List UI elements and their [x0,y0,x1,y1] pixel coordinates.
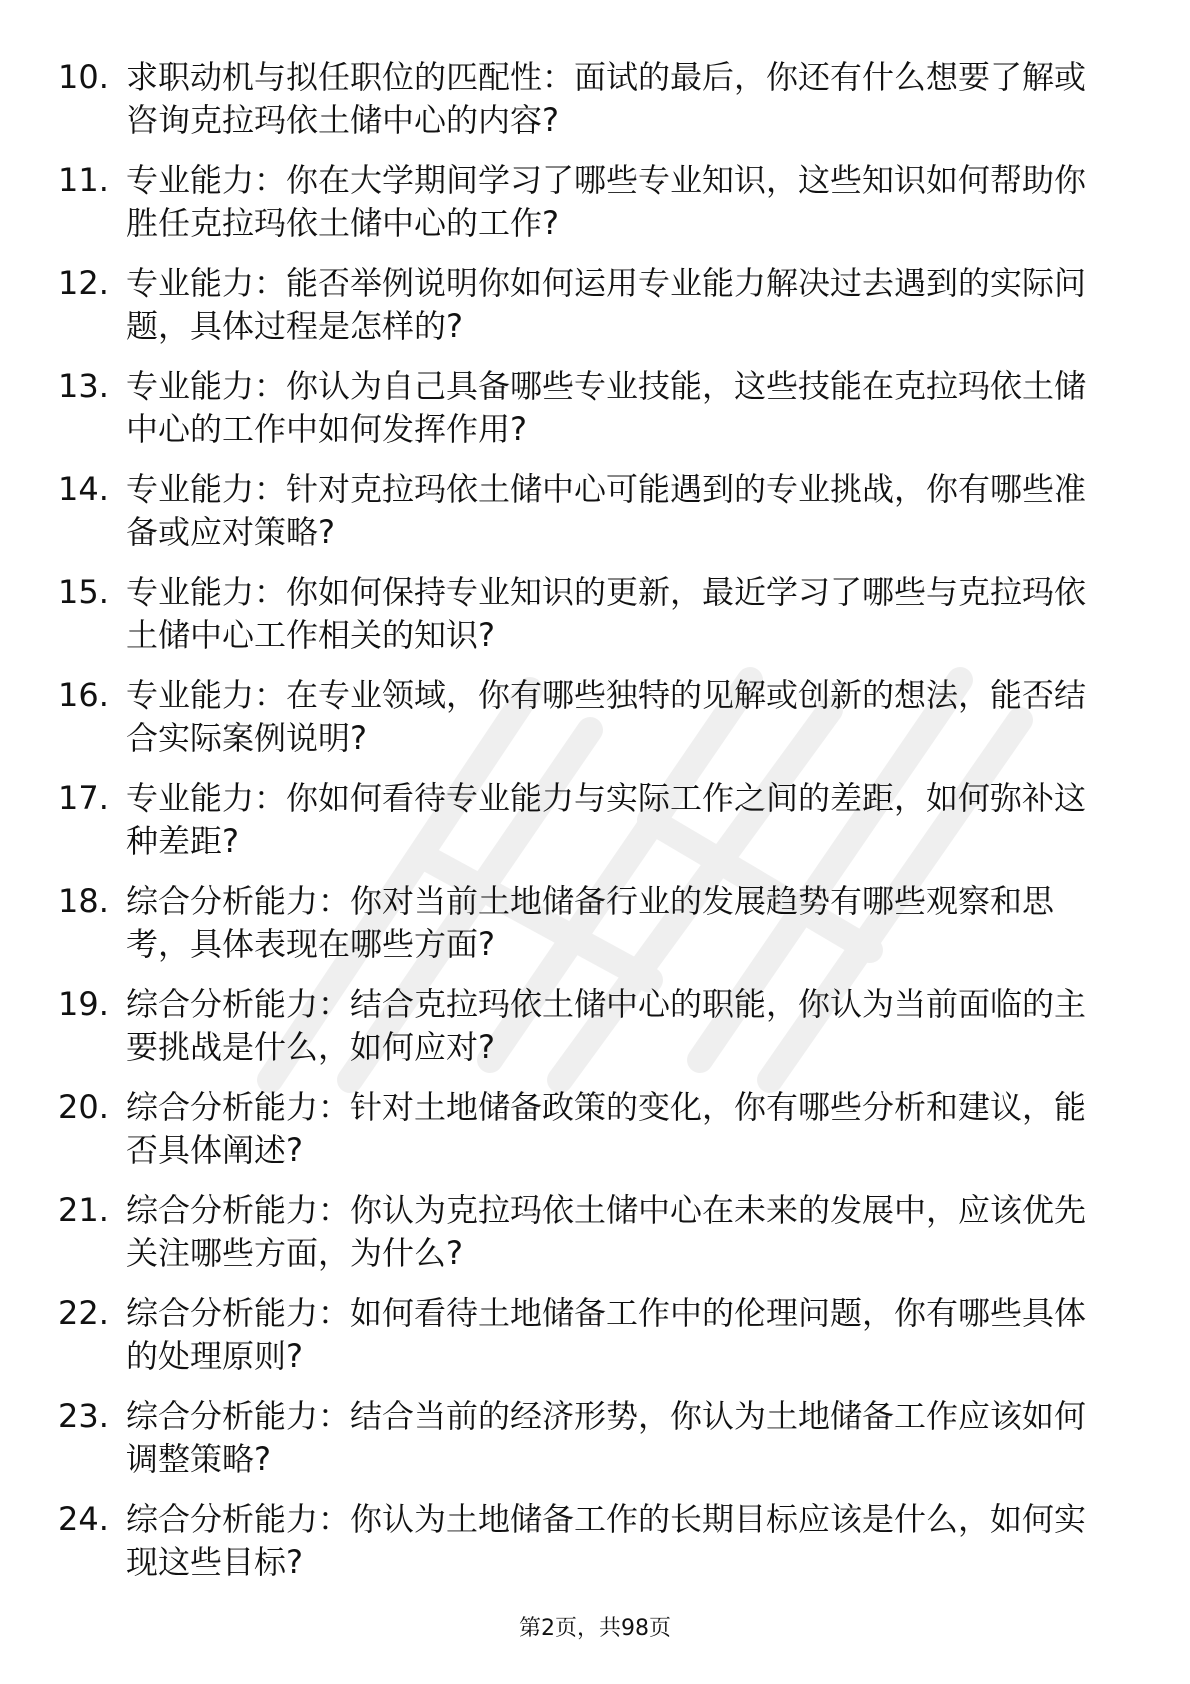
question-number: 12. [58,264,109,302]
list-item [58,983,1118,1086]
list-item [58,56,1118,159]
question-text: 综合分析能力：结合当前的经济形势，你认为土地储备工作应该如何调整策略? [126,1397,1087,1478]
question-text: 专业能力：你如何看待专业能力与实际工作之间的差距，如何弥补这种差距? [126,779,1087,860]
list-item [58,1189,1118,1292]
question-text: 综合分析能力：你对当前土地储备行业的发展趋势有哪些观察和思考，具体表现在哪些方面? [126,882,1055,963]
question-number: 19. [58,985,109,1023]
list-item [58,1292,1118,1395]
question-number: 21. [58,1191,109,1229]
question-number: 20. [58,1088,109,1126]
list-item [58,1395,1118,1498]
list-item [58,1086,1118,1189]
question-text: 综合分析能力：针对土地储备政策的变化，你有哪些分析和建议，能否具体阐述? [126,1088,1087,1169]
question-text: 专业能力：你在大学期间学习了哪些专业知识，这些知识如何帮助你胜任克拉玛依土储中心的工作? [126,161,1087,242]
question-number: 24. [58,1500,109,1538]
question-number: 10. [58,58,109,96]
question-text: 综合分析能力：你认为土地储备工作的长期目标应该是什么，如何实现这些目标? [126,1500,1087,1581]
question-text: 专业能力：你认为自己具备哪些专业技能，这些技能在克拉玛依土储中心的工作中如何发挥作用? [126,367,1087,448]
list-item [58,571,1118,674]
question-text: 求职动机与拟任职位的匹配性：面试的最后，你还有什么想要了解或咨询克拉玛依土储中心的内容? [126,58,1087,139]
question-number: 13. [58,367,109,405]
question-number: 15. [58,573,109,611]
question-number: 17. [58,779,109,817]
page-footer: 第2页，共98页 [519,1616,671,1641]
list-item [58,1498,1118,1601]
question-number: 22. [58,1294,109,1332]
list-item [58,674,1118,777]
list-item [58,159,1118,262]
list-item [58,262,1118,365]
question-text: 综合分析能力：如何看待土地储备工作中的伦理问题，你有哪些具体的处理原则? [126,1294,1087,1375]
question-text: 综合分析能力：你认为克拉玛依土储中心在未来的发展中，应该优先关注哪些方面，为什么? [126,1191,1087,1272]
question-number: 11. [58,161,109,199]
list-item [58,777,1118,880]
list-item [58,468,1118,571]
question-number: 16. [58,676,109,714]
list-item [58,880,1118,983]
question-text: 专业能力：能否举例说明你如何运用专业能力解决过去遇到的实际问题，具体过程是怎样的? [126,264,1087,345]
question-number: 18. [58,882,109,920]
question-text: 专业能力：你如何保持专业知识的更新，最近学习了哪些与克拉玛依土储中心工作相关的知识? [126,573,1087,654]
question-number: 14. [58,470,109,508]
question-number: 23. [58,1397,109,1435]
list-item [58,365,1118,468]
question-text: 专业能力：针对克拉玛依土储中心可能遇到的专业挑战，你有哪些准备或应对策略? [126,470,1087,551]
question-text: 专业能力：在专业领域，你有哪些独特的见解或创新的想法，能否结合实际案例说明? [126,676,1087,757]
question-list [58,56,1118,1601]
question-text: 综合分析能力：结合克拉玛依土储中心的职能，你认为当前面临的主要挑战是什么，如何应对? [126,985,1087,1066]
